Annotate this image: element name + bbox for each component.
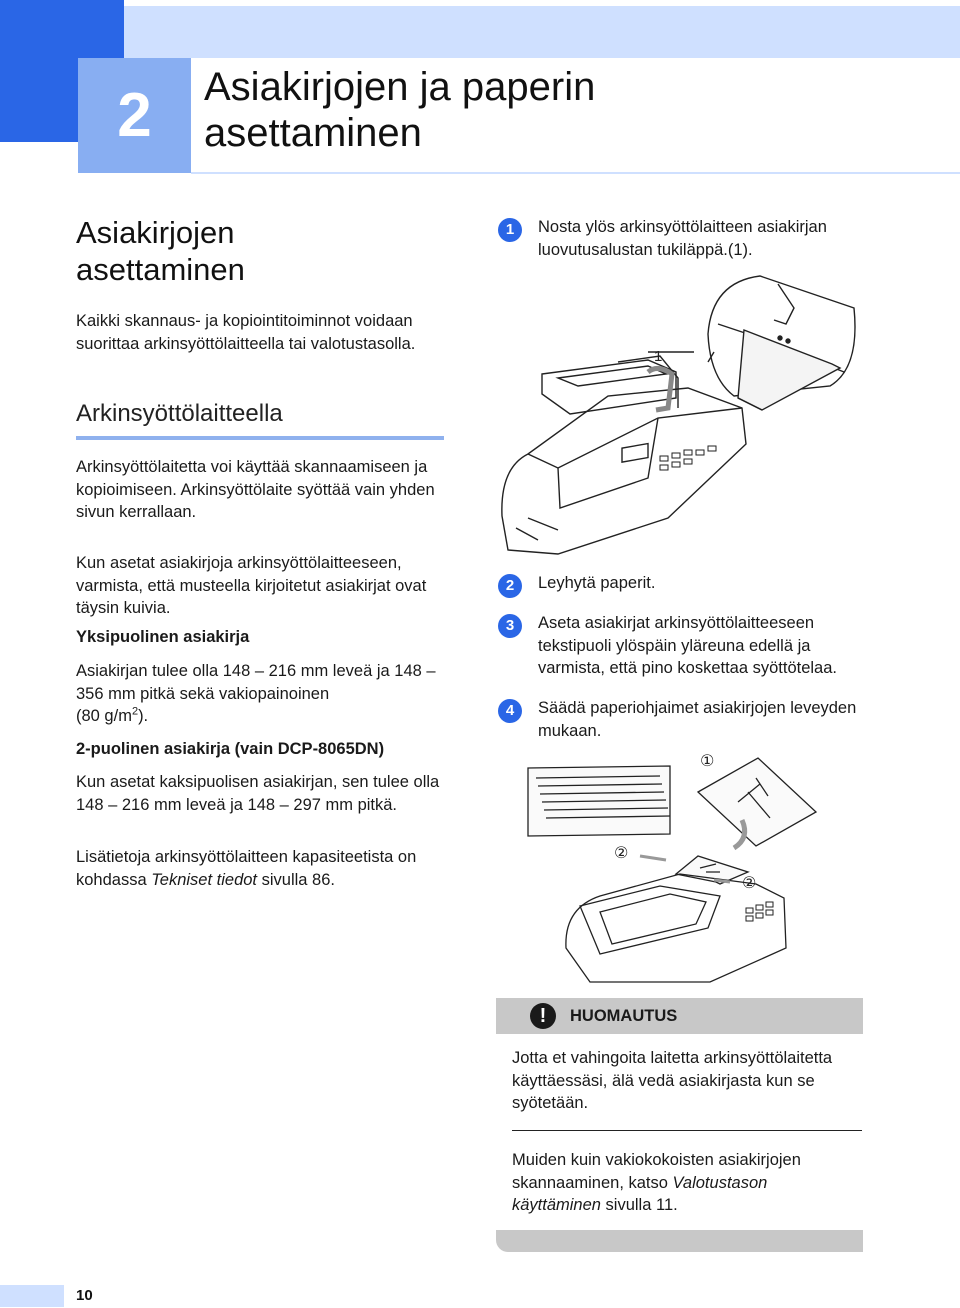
header-band [124, 6, 960, 58]
page-number: 10 [76, 1287, 93, 1304]
spec-link[interactable]: Tekniset tiedot [151, 870, 258, 889]
adf-flap-illustration [498, 268, 862, 556]
step-1-text: Nosta ylös arkinsyöttölaitteen asiakirjan luovutusalustan tukiläppä.(1). [538, 218, 827, 259]
step-4 [498, 697, 868, 742]
single-sided-heading: Yksipuolinen asiakirja [76, 628, 250, 646]
chapter-number: 2 [117, 81, 152, 150]
step-2-text: Leyhytä paperit. [538, 574, 656, 592]
duplex-text: Kun asetat kaksipuolisen asiakirjan, sen tulee olla 148 – 216 mm leveä ja 148 – 297 mm pitkä. [76, 773, 440, 814]
figure-2-callout-2a: ② [614, 843, 629, 862]
single-sided-weight-end: ). [138, 707, 149, 725]
adf-heading: Arkinsyöttölaitteella [76, 400, 283, 427]
single-sided-text [76, 660, 448, 728]
section-title-line1: Asiakirjojen [76, 215, 235, 250]
adf-paragraph-1: Arkinsyöttölaitetta voi käyttää skannaamiseen ja kopioimiseen. Arkinsyöttölaite syöttää vain yhden sivun kerrallaan. [76, 458, 435, 521]
step-3 [498, 612, 868, 680]
unit-superscript: 2 [131, 705, 139, 718]
capacity-reference-page: sivulla 86. [257, 870, 335, 889]
single-sided-size: Asiakirjan tulee olla 148 – 216 mm leveä ja 148 – 356 mm pitkä sekä vakiopainoinen [76, 662, 436, 703]
capacity-reference [76, 846, 448, 891]
warning-icon: ! [530, 1003, 556, 1029]
figure-2-callout-1: ① [700, 751, 715, 770]
step-number-1: 1 [498, 218, 522, 242]
scanner-glass-link[interactable]: Valotustason käyttäminen [512, 1173, 768, 1214]
note-paragraph-2-page: sivulla 11. [600, 1196, 678, 1214]
note-paragraph-2 [512, 1149, 857, 1217]
step-number-4: 4 [498, 699, 522, 723]
note-paragraph-2-text: Muiden kuin vakiokokoisten asiakirjojen skannaaminen, katso [512, 1151, 801, 1192]
chapter-title-line1: Asiakirjojen ja paperin [204, 65, 596, 109]
duplex-heading: 2-puolinen asiakirja (vain DCP-8065DN) [76, 740, 385, 758]
chapter-title-line2: asettaminen [204, 111, 422, 155]
section-title [76, 214, 245, 288]
footer-accent [0, 1285, 64, 1307]
figure-1-callout: 1 [654, 348, 663, 365]
paper-guide-illustration [520, 748, 820, 984]
adf-heading-rule [76, 436, 444, 440]
header-rule [191, 172, 960, 174]
figure-2-callout-2b: ② [742, 873, 757, 892]
step-number-2: 2 [498, 574, 522, 598]
step-3-text: Aseta asiakirjat arkinsyöttölaitteeseen tekstipuoli ylöspäin yläreuna edellä ja varmista, että pino koskettaa syöttötelaa. [538, 614, 837, 677]
section-intro: Kaikki skannaus- ja kopiointitoiminnot voidaan suorittaa arkinsyöttölaitteella tai valotustasolla. [76, 312, 416, 353]
note-divider [512, 1130, 862, 1131]
capacity-reference-text: Lisätietoja arkinsyöttölaitteen kapasiteetista on kohdassa [76, 848, 417, 889]
adf-paragraph-2: Kun asetat asiakirjoja arkinsyöttölaitteeseen, varmista, että musteella kirjoitetut asiakirjat ovat täysin kuivia. [76, 554, 427, 617]
step-1 [498, 216, 868, 261]
note-footer [496, 1230, 863, 1252]
note-paragraph-1: Jotta et vahingoita laitetta arkinsyöttölaitetta käyttäessäsi, älä vedä asiakirjasta kun se syötetään. [512, 1049, 833, 1112]
chapter-title [204, 64, 595, 156]
step-4-text: Säädä paperiohjaimet asiakirjojen leveyden mukaan. [538, 699, 857, 740]
step-number-3: 3 [498, 614, 522, 638]
section-title-line2: asettaminen [76, 252, 245, 287]
step-2 [498, 572, 868, 598]
single-sided-weight: (80 g/m [76, 707, 132, 725]
note-title: HUOMAUTUS [570, 1007, 678, 1025]
